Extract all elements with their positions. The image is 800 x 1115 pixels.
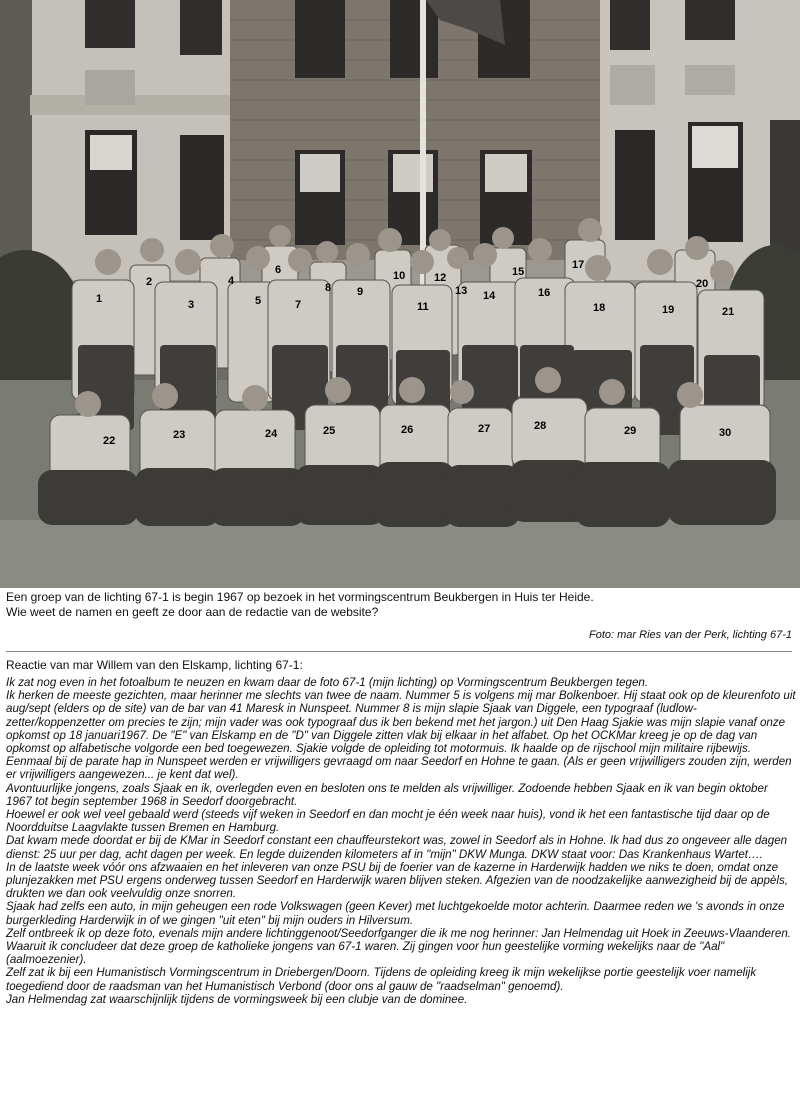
person-number-label: 6 <box>275 264 282 276</box>
reaction-paragraph: Sjaak had zelfs een auto, in mijn geheugen een rode Volkswagen (geen Kever) met luchtgekoelde motor achterin. Daarmee reden we 's avonds in onze burgerkleding Harderwijk in of we gingen "uit eten" bij mijn ouders in Hilversum. <box>6 900 785 927</box>
person-number-label: 1 <box>96 293 103 305</box>
reaction-paragraph: Eenmaal bij de parate hap in Nunspeet werden er vrijwilligers gevraagd om naar Seedorf en Hohne te gaan. (Als er geen vrijwilligers zouden zijn, werden er vrijwilligers aangewezen... je kent dat wel). <box>6 755 792 782</box>
reaction-paragraph: Hoewel er ook wel veel gebaald werd (steeds vijf weken in Seedorf en dan mocht je één week naar huis), vond ik het een fantastische tijd daar op de Noordduitse Laagvlakte tussen Bremen en Hamburg. <box>6 808 770 835</box>
divider <box>6 651 792 652</box>
reaction-paragraph: Avontuurlijke jongens, zoals Sjaak en ik, overlegden even en besloten ons te melden als vrijwilliger. Zodoende hebben Sjaak en ik van begin oktober 1967 tot begin september 1968 in Seedorf doorgebracht. <box>6 781 768 808</box>
reaction-paragraph: Jan Helmendag zat waarschijnlijk tijdens de vormingsweek bij een clubje van de dominee. <box>6 992 468 1006</box>
person-number-label: 12 <box>434 272 447 284</box>
person-number-label: 21 <box>722 306 735 318</box>
person-number-label: 23 <box>173 429 186 441</box>
person-number-label: 3 <box>188 299 195 311</box>
reaction-paragraph: Zelf ontbreek ik op deze foto, evenals mijn andere lichtinggenoot/Seedorfganger die ik me nog herinner: Jan Helmendag uit Hoek in Zeeuws-Vlaanderen. Waaruit ik concludeer dat deze groep de katholieke jongens van 67-1 waren. Zij gingen voor hun geestelijke vorming wekelijks naar de "Aal" (aalmoezenier). <box>6 926 791 967</box>
person-number-label: 18 <box>593 302 606 314</box>
caption-line: Een groep van de lichting 67-1 is begin 1967 op bezoek in het vormingscentrum Beukbergen in Huis ter Heide. <box>6 590 594 604</box>
person-number-label: 14 <box>483 290 496 302</box>
person-number-label: 4 <box>228 275 235 287</box>
reaction-paragraph: In de laatste week vóór ons afzwaaien en het inleveren van onze PSU bij de foerier van de kazerne in Harderwijk hadden we niks te doen, omdat onze plunjezakken met PSU ergens onderweg tussen Seedorf en Harderwijk waren blijven steken. Afgezien van de noodzakelijke aanwezigheid bij de appèls, drukten we dan ook veelvuldig onze snorren. <box>6 860 788 901</box>
person-number-label: 17 <box>572 259 585 271</box>
reaction-paragraph: Ik zat nog even in het fotoalbum te neuzen en kwam daar de foto 67-1 (mijn lichting) op Vormingscentrum Beukbergen tegen. <box>6 676 649 689</box>
caption-line: Wie weet de namen en geeft ze door aan de redactie van de website? <box>6 605 379 619</box>
person-number-label: 30 <box>719 427 732 439</box>
person-number-label: 24 <box>265 428 278 440</box>
photo-caption <box>6 590 796 620</box>
person-number-label: 25 <box>323 425 336 437</box>
person-number-label: 9 <box>357 286 364 298</box>
person-number-label: 10 <box>393 270 406 282</box>
photo-credit: Foto: mar Ries van der Perk, lichting 67-1 <box>589 629 792 641</box>
person-number-label: 7 <box>295 299 302 311</box>
person-number-label: 26 <box>401 424 414 436</box>
reaction-paragraph: Ik herken de meeste gezichten, maar herinner me slechts van twee de naam. Nummer 5 is volgens mij mar Bolkenboer. Hij staat ook op de kleurenfoto uit aug/sept (elders op de site) van de bar van 41 Maresk in Nunspeet. Nummer 8 is mijn slapie Sjaak van Diggele, een typograaf (ludlow-zetter/koppenzetter om precies te zijn; mijn vader was ook typograaf dus ik ben bekend met het jargon.) uit Den Haag Sjakie was mijn slapie vanaf onze opkomst op 18 januari1967. De "E" van Elskamp en de "D" van Diggele zitten vlak bij elkaar in het alfabet. Op het OCKMar kreeg je op de dag van opkomst op alfabetische volgorde een bed toegewezen. Sjakie volgde de opleiding tot motormuis. Ik haalde op de rijschool mijn militaire rijbewijs. <box>6 689 796 756</box>
reaction-paragraph: Dat kwam mede doordat er bij de KMar in Seedorf constant een chauffeurstekort was, zowel in Seedorf als in Hohne. Ik had dus zo ongeveer alle dagen dienst: 25 uur per dag, acht dagen per week. En legde duizenden kilometers af in "mijn" DKW Munga. DKW staat voor: Das Krankenhaus Wartet…. <box>6 834 788 861</box>
person-number-label: 2 <box>146 276 153 288</box>
reaction-paragraph: Zelf zat ik bij een Humanistisch Vormingscentrum in Driebergen/Doorn. Tijdens de opleiding kreeg ik mijn wekelijkse portie geestelijk voer namelijk toegediend door de raadsman van het Humanistisch Verbond (door ons al gauw de "raadselman" genoemd). <box>6 966 757 993</box>
person-number-label: 28 <box>534 420 547 432</box>
person-number-label: 11 <box>417 301 429 313</box>
person-number-label: 20 <box>696 278 709 290</box>
reaction-heading: Reactie van mar Willem van den Elskamp, lichting 67-1: <box>6 658 303 672</box>
reaction-body <box>6 676 796 1006</box>
person-number-label: 15 <box>512 266 525 278</box>
person-number-label: 16 <box>538 287 551 299</box>
person-number-label: 8 <box>325 282 332 294</box>
person-number-label: 22 <box>103 435 116 447</box>
person-number-label: 13 <box>455 285 468 297</box>
person-number-label: 19 <box>662 304 675 316</box>
person-number-label: 27 <box>478 423 491 435</box>
person-number-label: 29 <box>624 425 637 437</box>
person-number-label: 5 <box>255 295 262 307</box>
